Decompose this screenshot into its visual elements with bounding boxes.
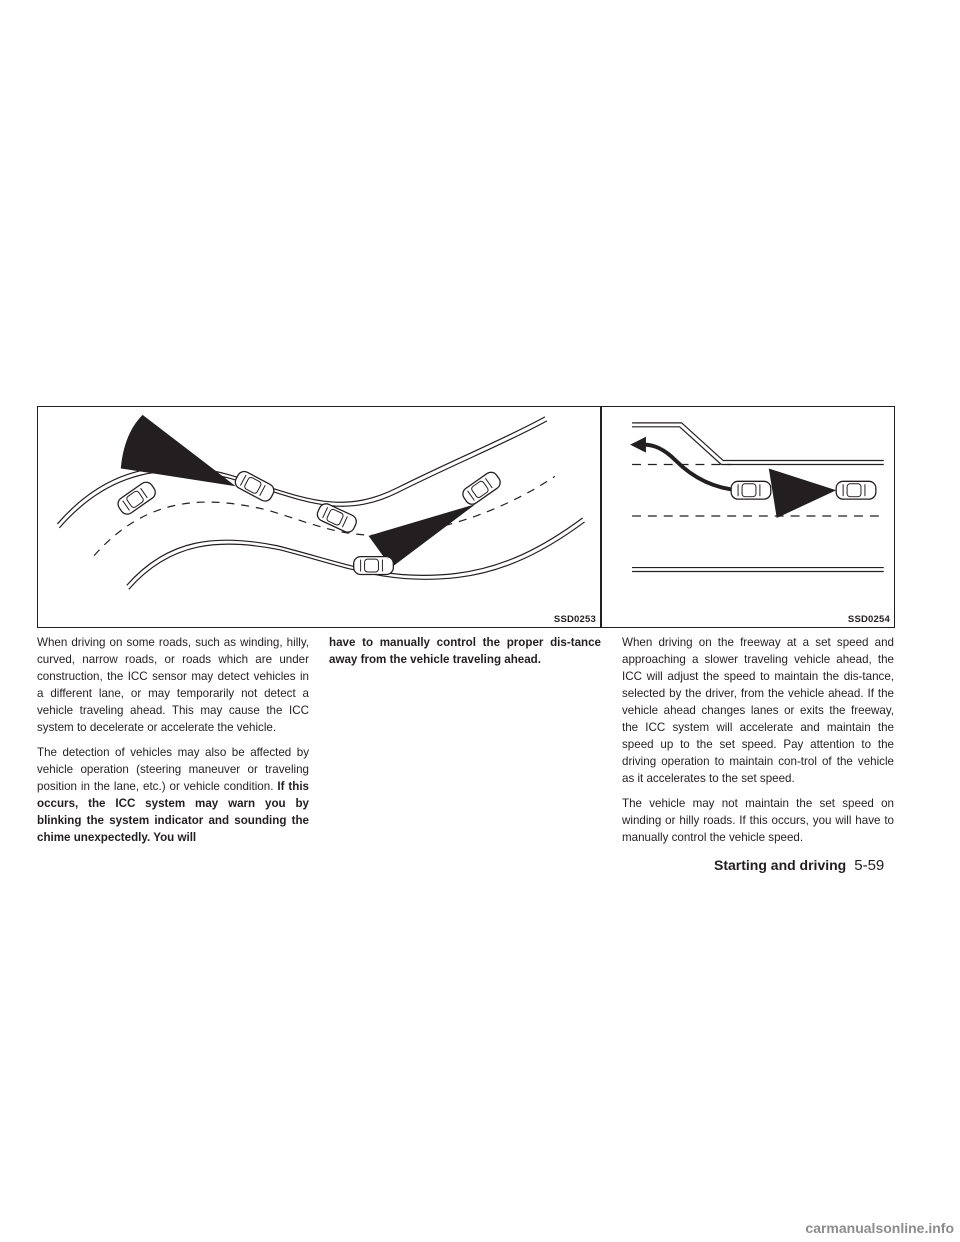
paragraph: When driving on the freeway at a set speed and approaching a slower traveling vehicle ahead, the ICC will adjust the speed to maintain the dis-tance, selected by the driver, from the vehicle ahead. If the vehicle ahead changes lanes or exits the freeway, the ICC system will accelerate and maintain the speed up to the set speed. Pay attention to the driving operation to maintain con-trol of the vehicle as it accelerates to the set speed. xyxy=(622,636,894,785)
text-column-middle xyxy=(329,634,601,676)
paragraph: When driving on some roads, such as winding, hilly, curved, narrow roads, or roads which are under construction, the ICC sensor may detect vehicles in a different lane, or may temporarily not detect a vehicle traveling ahead. This may cause the ICC system to decelerate or accelerate the vehicle. xyxy=(37,636,309,734)
figure-winding-road xyxy=(37,406,601,628)
page-footer xyxy=(714,857,914,874)
figure-freeway xyxy=(601,406,895,628)
text-column-left xyxy=(37,634,309,854)
paragraph xyxy=(329,634,601,668)
figure-code: SSD0253 xyxy=(553,614,596,625)
freeway-lane-change-diagram-icon xyxy=(602,407,894,627)
paragraph xyxy=(37,744,309,846)
figure-code: SSD0254 xyxy=(847,614,890,625)
paragraph-text: The detection of vehicles may also be affected by vehicle operation (steering maneuver or traveling position in the lane, etc.) or vehicle condition. xyxy=(37,746,309,793)
section-title: Starting and driving xyxy=(714,857,847,873)
text-column-right xyxy=(622,634,894,854)
warning-text: have to manually control the proper dis-tance away from the vehicle traveling ahead. xyxy=(329,636,601,666)
watermark-text: carmanualsonline.info xyxy=(805,1220,954,1236)
warning-text: If this occurs, the ICC system may warn you by blinking the system indicator and sounding the chime unexpectedly. You will xyxy=(37,780,309,844)
winding-road-cars-diagram-icon xyxy=(38,407,600,627)
page-number: 5-59 xyxy=(854,857,885,874)
paragraph: The vehicle may not maintain the set speed on winding or hilly roads. If this occurs, you will have to manually control the vehicle speed. xyxy=(622,797,894,844)
